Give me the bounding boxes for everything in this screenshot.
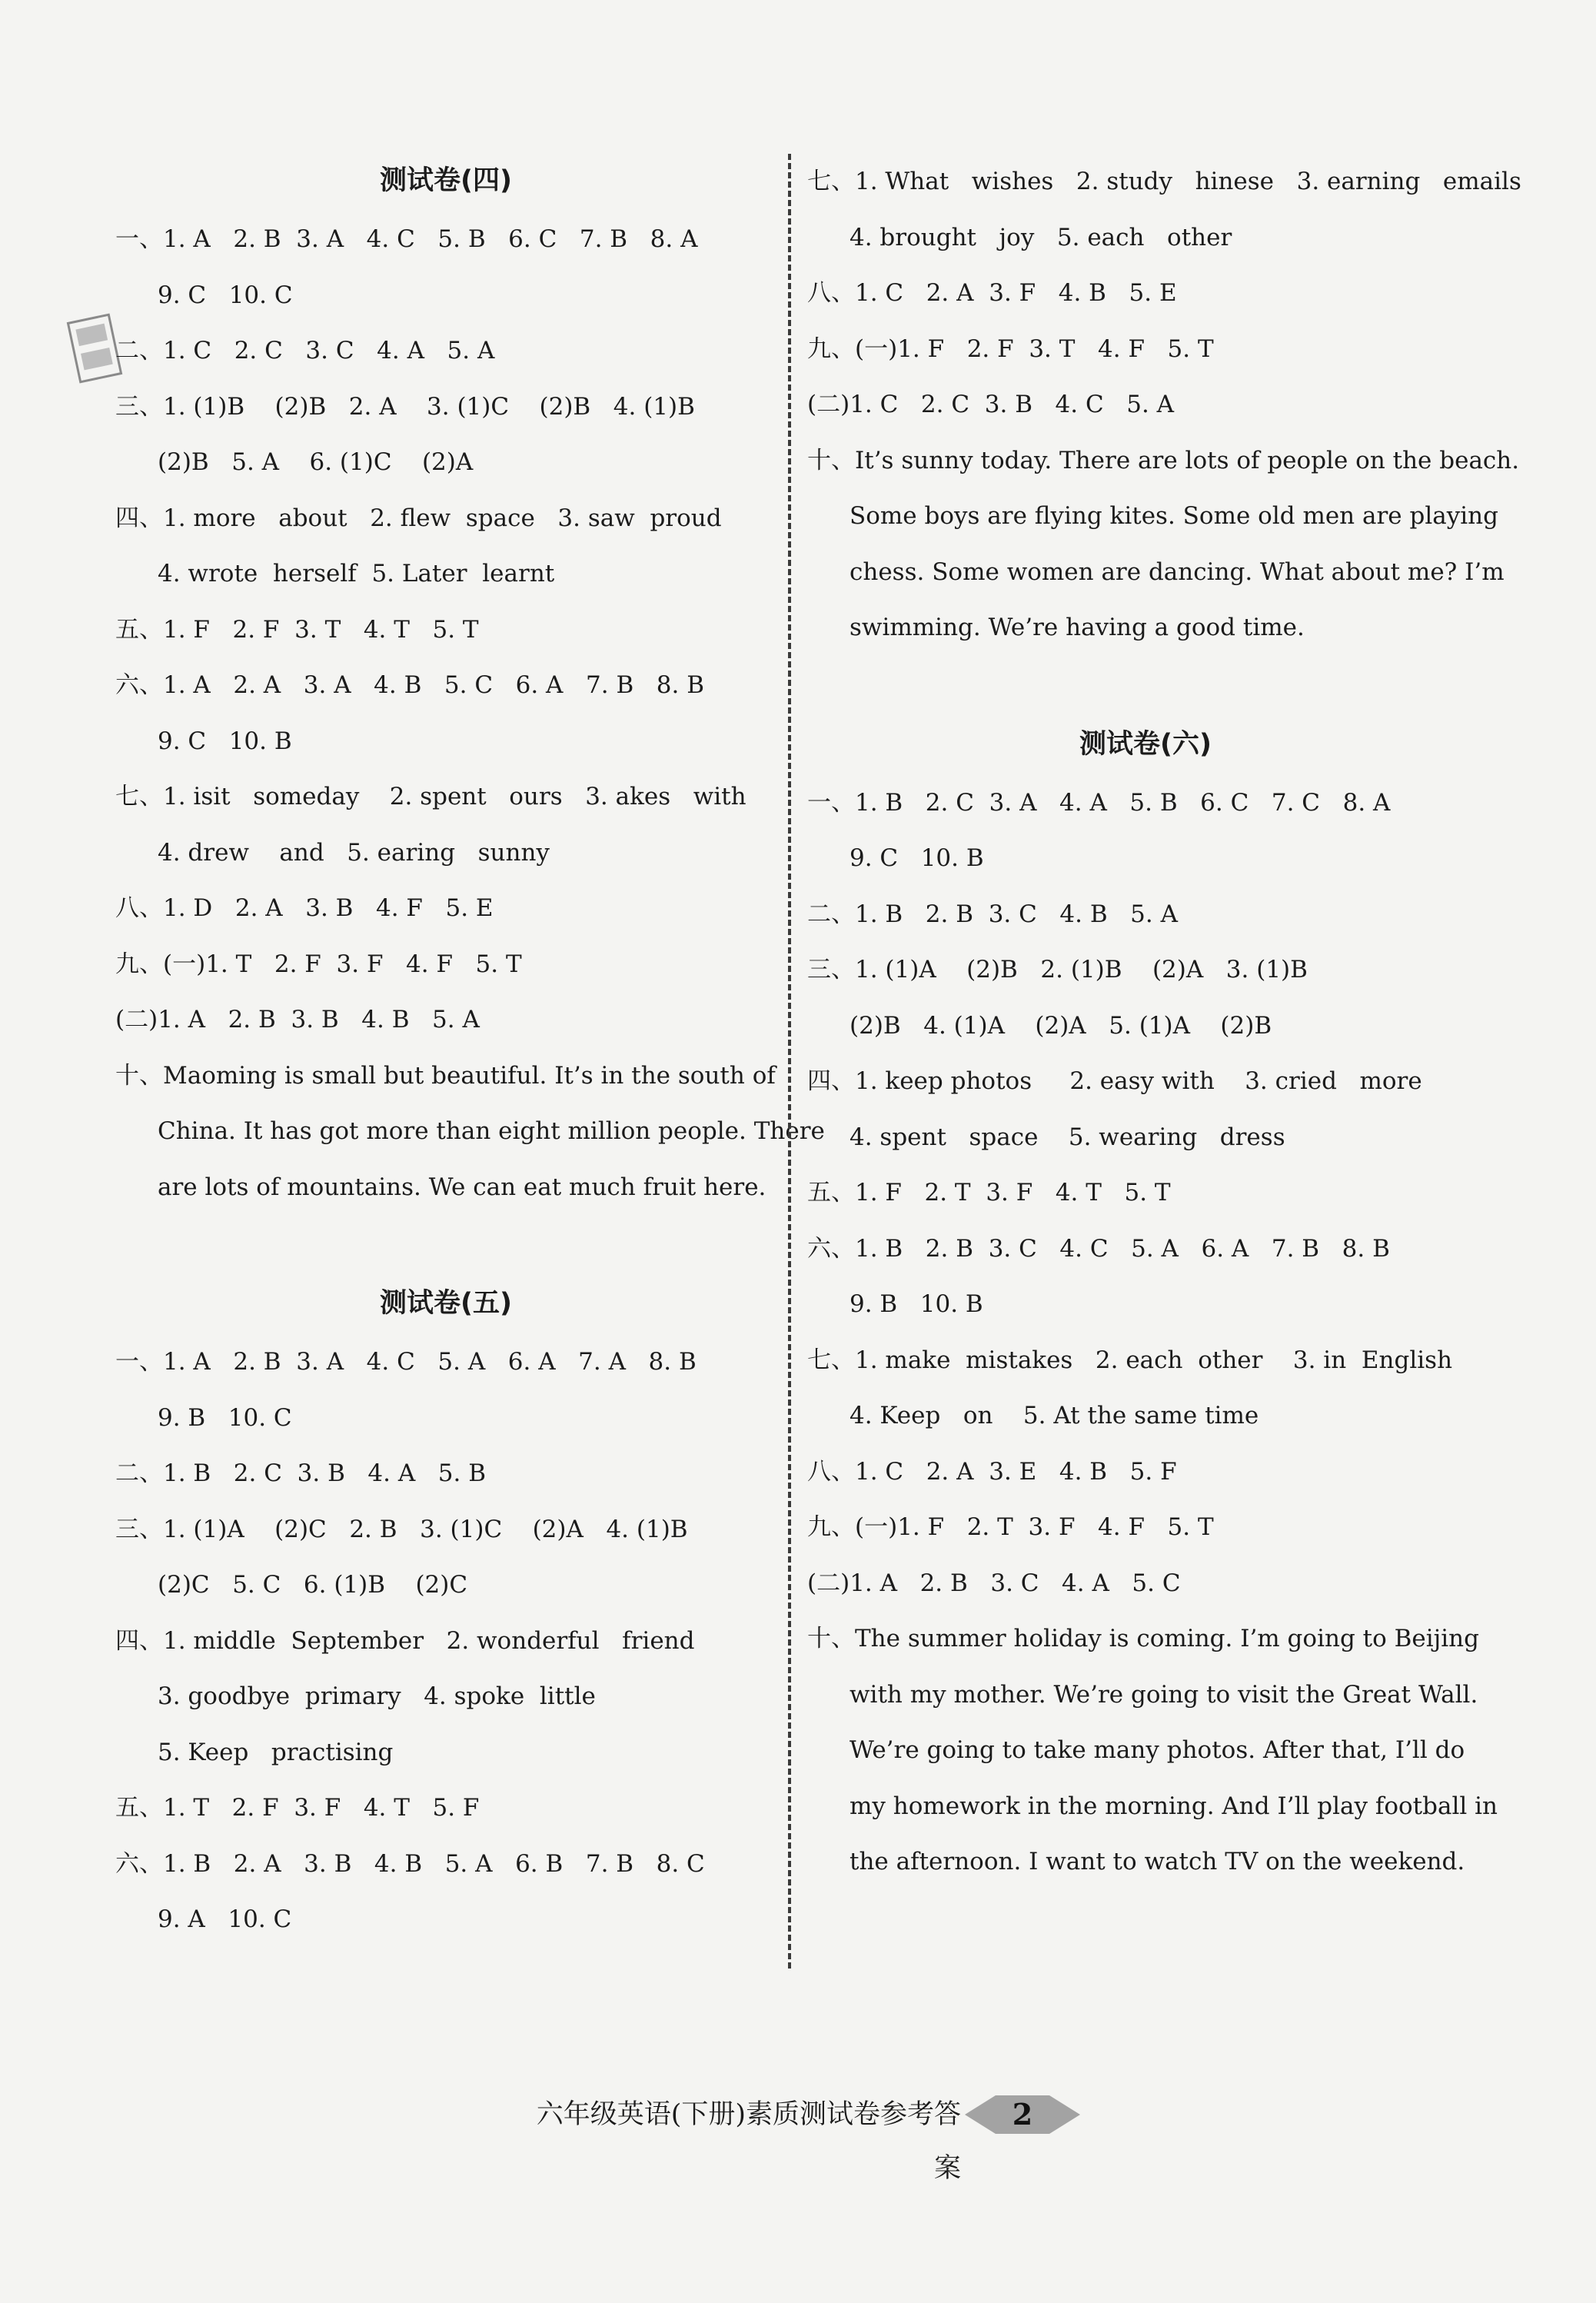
answer-line: (二)1. A 2. B 3. B 4. B 5. A [115,1006,480,1033]
answer-line: 4. spent space 5. wearing dress [850,1123,1285,1151]
answer-line: 4. brought joy 5. each other [850,223,1232,251]
answer-line: 二、1. B 2. B 3. C 4. B 5. A [807,900,1178,928]
answer-line: 九、(一)1. F 2. F 3. T 4. F 5. T [807,334,1214,363]
page-footer [0,2088,1596,2184]
section-title: 测试卷(六) [1079,728,1212,760]
page-number: 2 [1012,2097,1033,2132]
section-gap [115,1215,776,1273]
answer-line: 四、1. more about 2. flew space 3. saw proud [115,504,722,532]
answer-line: 4. drew and 5. earing sunny [158,838,550,867]
answer-line: 5. Keep practising [158,1738,394,1766]
answer-line: 七、1. make mistakes 2. each other 3. in English [807,1346,1453,1374]
column-divider [788,154,791,1969]
answer-line: 八、1. C 2. A 3. E 4. B 5. F [807,1457,1177,1486]
answer-line: 9. C 10. B [850,844,984,872]
answer-line: 9. B 10. B [850,1290,983,1318]
answer-line: 一、1. B 2. C 3. A 4. A 5. B 6. C 7. C 8. A [807,788,1391,817]
answer-line: 9. C 10. C [158,281,293,309]
answer-line: chess. Some women are dancing. What about me? I’m [850,557,1505,586]
answer-line: 二、1. B 2. C 3. B 4. A 5. B [115,1459,486,1487]
answer-line: 三、1. (1)B (2)B 2. A 3. (1)C (2)B 4. (1)B [115,392,695,421]
answer-line: 4. Keep on 5. At the same time [850,1402,1259,1429]
answer-line: 十、The summer holiday is coming. I’m going to Beijing [807,1625,1479,1652]
answer-line: 七、1. What wishes 2. study hinese 3. earning emails [807,168,1521,195]
answer-line: 九、(一)1. T 2. F 3. F 4. F 5. T [115,950,522,978]
page-number-badge [965,2094,1080,2135]
answer-line: (2)C 5. C 6. (1)B (2)C [158,1571,468,1599]
answer-line: 一、1. A 2. B 3. A 4. C 5. B 6. C 7. B 8. A [115,225,698,253]
right-answer-column [807,154,1521,1890]
answer-line: 3. goodbye primary 4. spoke little [158,1682,596,1710]
answer-line: with my mother. We’re going to visit the Great Wall. [850,1680,1478,1709]
answer-line: 六、1. A 2. A 3. A 4. B 5. C 6. A 7. B 8. B [115,671,704,699]
answer-line: 四、1. keep photos 2. easy with 3. cried more [807,1067,1422,1095]
answer-line: 9. A 10. C [158,1905,292,1933]
answer-line: Some boys are flying kites. Some old men are playing [850,502,1498,530]
footer-title: 六年级英语(下册)素质测试卷参考答案 [536,2099,961,2184]
answer-line: 八、1. D 2. A 3. B 4. F 5. E [115,894,494,922]
answer-line: 一、1. A 2. B 3. A 4. C 5. A 6. A 7. A 8. B [115,1348,697,1376]
answer-line: 三、1. (1)A (2)B 2. (1)B (2)A 3. (1)B [807,956,1308,983]
answer-line: (二)1. A 2. B 3. C 4. A 5. C [807,1569,1181,1597]
section-gap [807,656,1484,714]
section-title: 测试卷(五) [380,1288,512,1319]
answer-line: China. It has got more than eight million people. There [158,1117,825,1145]
answer-line: We’re going to take many photos. After that, I’ll do [850,1736,1465,1764]
answer-line: are lots of mountains. We can eat much fruit here. [158,1173,766,1201]
answer-line: 七、1. isit someday 2. spent ours 3. akes with [115,783,746,810]
answer-line: 十、It’s sunny today. There are lots of people on the beach. [807,446,1520,474]
answer-line: 9. C 10. B [158,727,292,755]
answer-line: the afternoon. I want to watch TV on the weekend. [850,1848,1465,1875]
answer-line: (二)1. C 2. C 3. B 4. C 5. A [807,391,1175,418]
answer-line: swimming. We’re having a good time. [850,614,1305,641]
answer-line: 五、1. F 2. T 3. F 4. T 5. T [807,1179,1171,1206]
answer-line: 六、1. B 2. B 3. C 4. C 5. A 6. A 7. B 8. B [807,1234,1390,1263]
answer-line: (2)B 4. (1)A (2)A 5. (1)A (2)B [850,1011,1272,1040]
answer-line: 八、1. C 2. A 3. F 4. B 5. E [807,279,1177,307]
answer-line: 九、(一)1. F 2. T 3. F 4. F 5. T [807,1513,1214,1541]
answer-line: 五、1. T 2. F 3. F 4. T 5. F [115,1794,480,1822]
answer-line: 4. wrote herself 5. Later learnt [158,560,555,587]
answer-line: (2)B 5. A 6. (1)C (2)A [158,448,474,476]
answer-line: 三、1. (1)A (2)C 2. B 3. (1)C (2)A 4. (1)B [115,1515,688,1543]
section-title: 测试卷(四) [380,165,512,196]
left-answer-column [115,150,825,1948]
answer-line: 四、1. middle September 2. wonderful friend [115,1626,695,1655]
answer-line: 9. B 10. C [158,1403,292,1432]
answer-line: 十、Maoming is small but beautiful. It’s in the south of [115,1061,776,1090]
answer-line: 五、1. F 2. F 3. T 4. T 5. T [115,615,479,644]
answer-line: 二、1. C 2. C 3. C 4. A 5. A [115,337,495,364]
answer-line: 六、1. B 2. A 3. B 4. B 5. A 6. B 7. B 8. C [115,1849,705,1878]
answer-line: my homework in the morning. And I’ll play football in [850,1792,1498,1820]
